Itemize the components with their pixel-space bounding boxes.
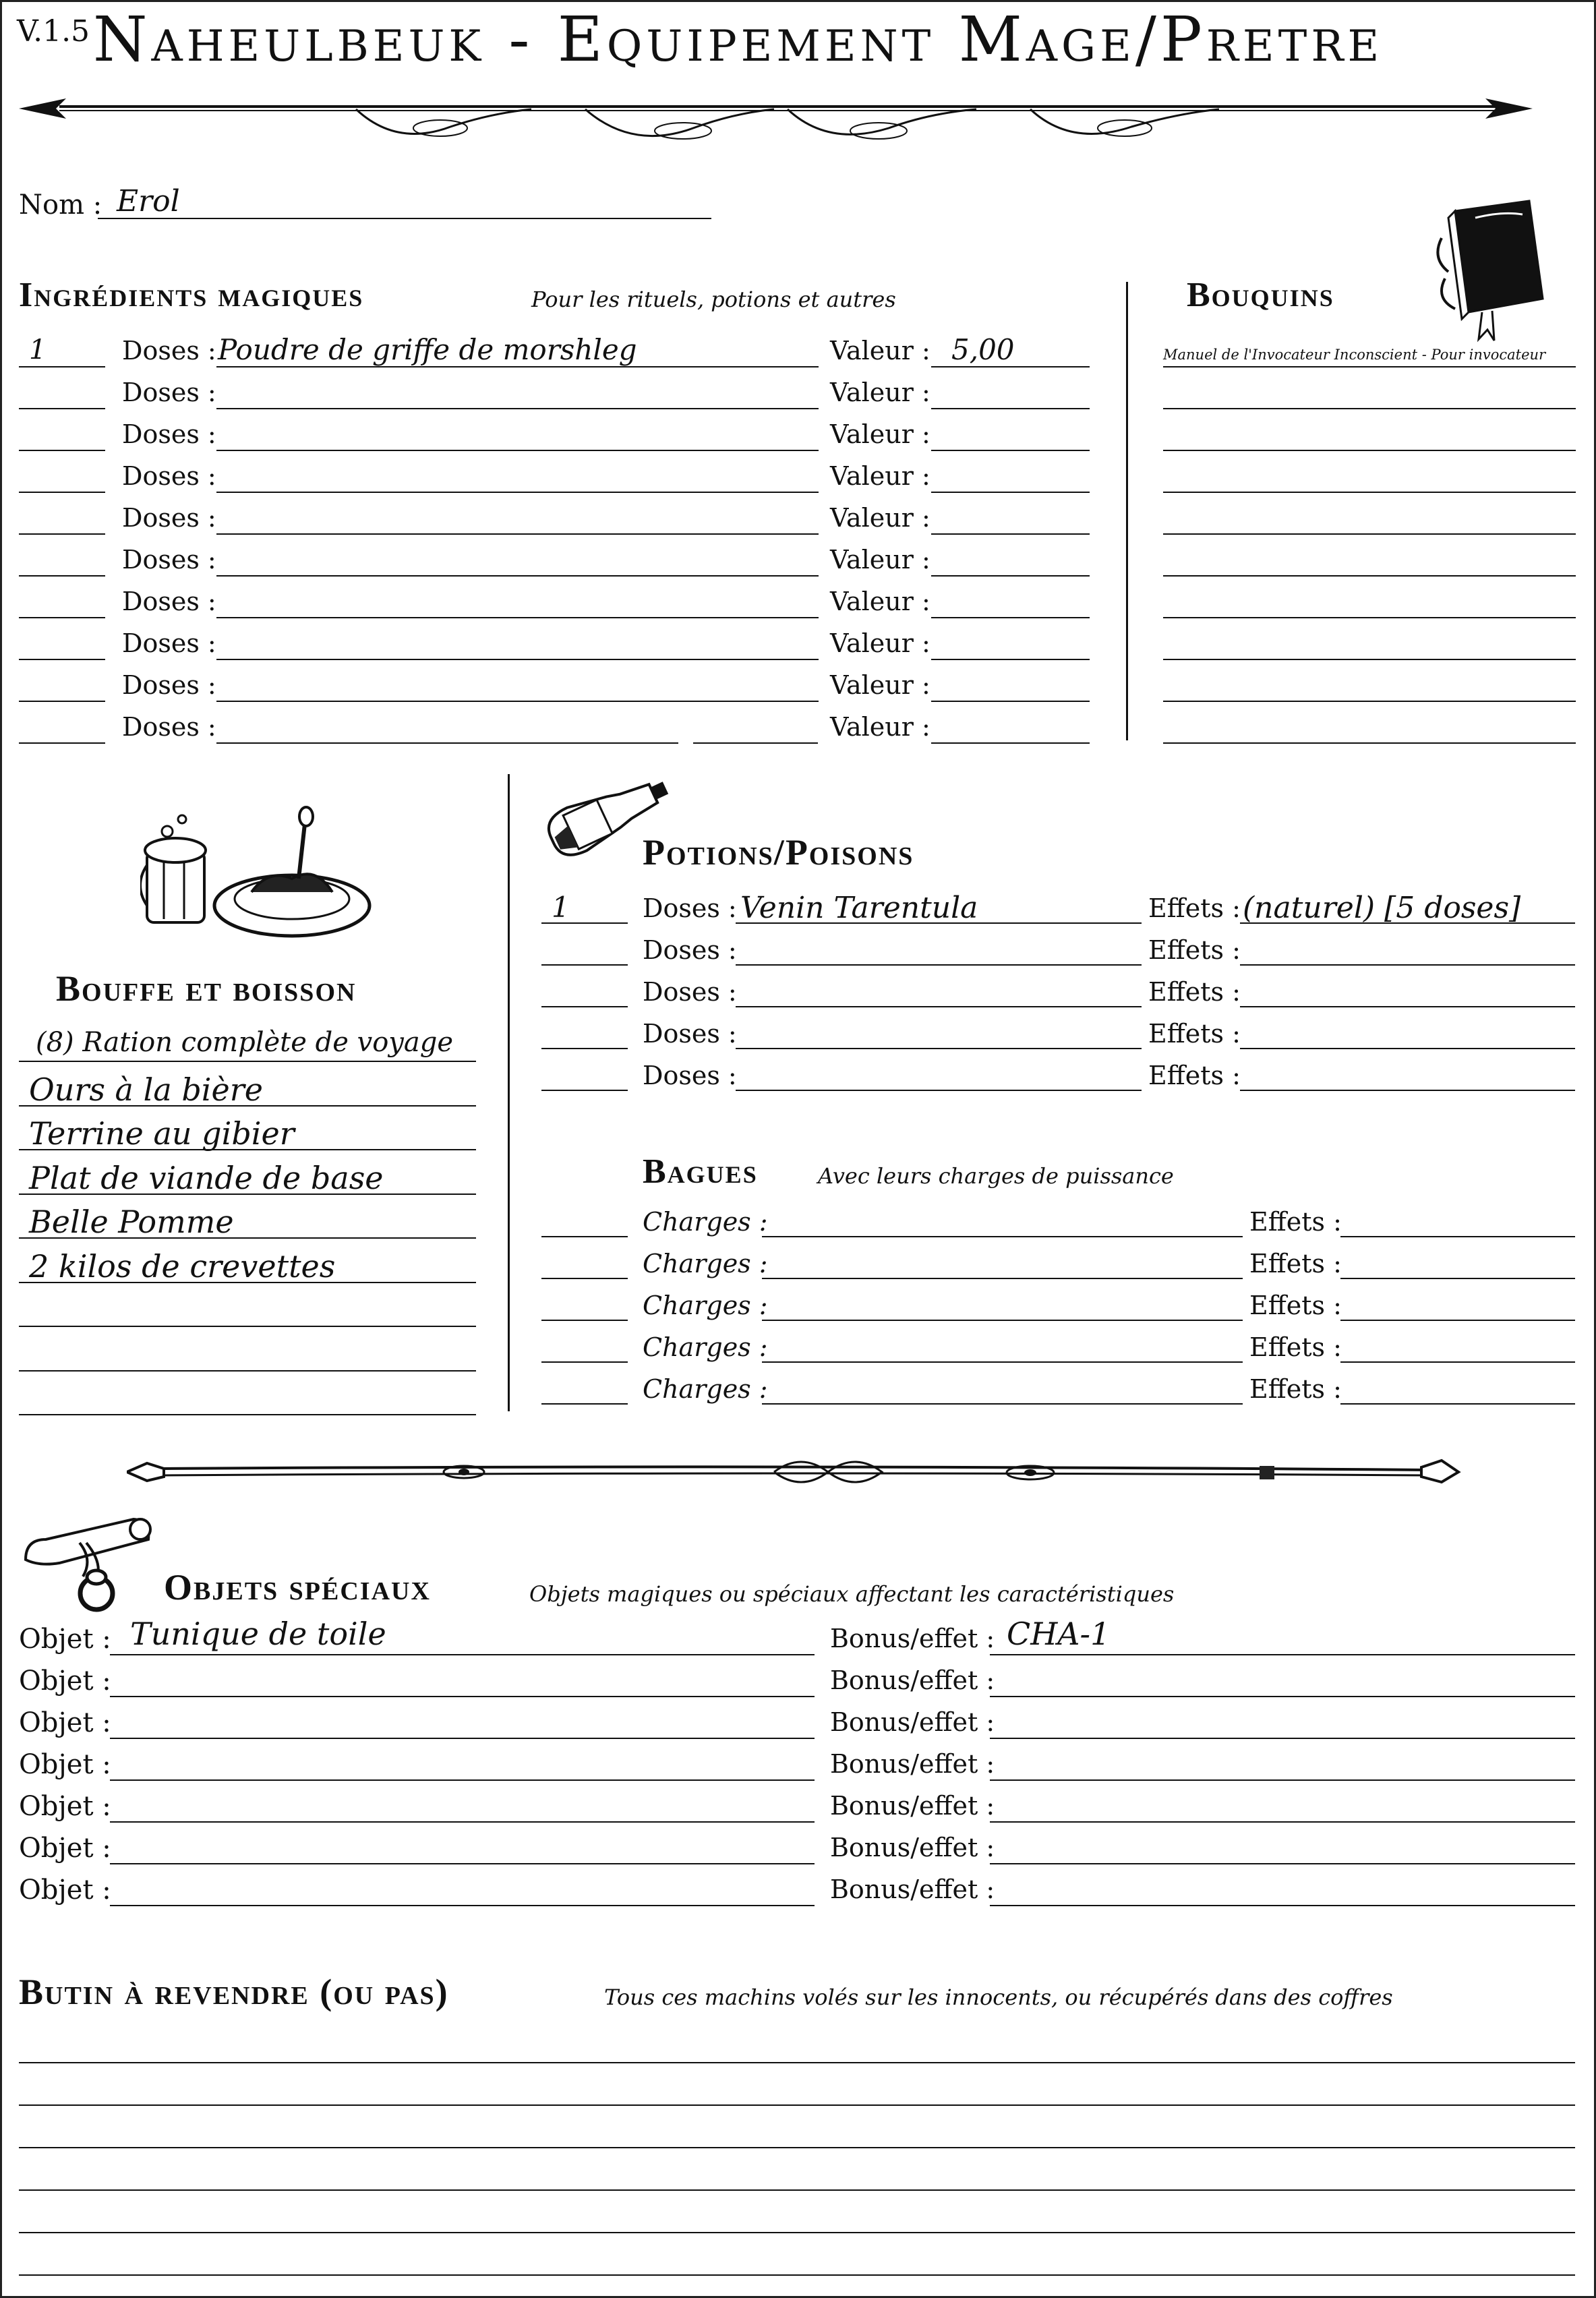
bouquin-line xyxy=(1163,701,1576,702)
ring-charges-line xyxy=(762,1236,1243,1237)
ring-charges-line xyxy=(762,1361,1243,1363)
potion-name-line xyxy=(736,964,1142,966)
ingredient-value-label: Valeur : xyxy=(830,587,930,616)
potion-doses-label: Doses : xyxy=(643,1019,737,1049)
ring-qty-line xyxy=(541,1320,628,1321)
ring-effects-label: Effets : xyxy=(1249,1374,1342,1404)
ingredient-value-label: Valeur : xyxy=(830,378,930,407)
object-label: Objet : xyxy=(19,1624,111,1655)
bonus-line xyxy=(990,1905,1575,1906)
ingredient-qty-line xyxy=(19,659,105,660)
bouffe-field[interactable]: 2 kilos de crevettes xyxy=(29,1248,336,1285)
ingredient-value-line xyxy=(931,575,1090,577)
potion-effects-label: Effets : xyxy=(1148,893,1241,923)
butin-line xyxy=(19,2189,1575,2191)
ingredient-qty-line xyxy=(19,701,105,702)
ring-effect-line xyxy=(1340,1320,1575,1321)
ring-icon xyxy=(73,1566,120,1614)
ingredient-doses-label: Doses : xyxy=(122,503,216,533)
ingredient-value-field[interactable]: 5,00 xyxy=(951,333,1015,366)
ingredient-qty-line xyxy=(19,450,105,451)
potion-effect-line xyxy=(1240,964,1575,966)
ingredient-name-field[interactable]: Poudre de griffe de morshleg xyxy=(218,333,637,366)
ring-qty-line xyxy=(541,1403,628,1405)
ingredient-doses-label: Doses : xyxy=(122,545,216,574)
potion-doses-label: Doses : xyxy=(643,893,737,923)
object-label: Objet : xyxy=(19,1749,111,1780)
potion-name-line xyxy=(736,1090,1142,1091)
ingredient-value-line xyxy=(931,533,1090,535)
objets-title: Objets spéciaux xyxy=(164,1567,431,1608)
ingredient-name-line-2 xyxy=(693,742,818,744)
ring-effects-label: Effets : xyxy=(1249,1332,1342,1362)
ingredient-doses-label: Doses : xyxy=(122,628,216,658)
column-divider xyxy=(1126,282,1128,740)
bouffe-title: Bouffe et boisson xyxy=(56,968,357,1009)
bonus-label: Bonus/effet : xyxy=(830,1707,995,1737)
ingredient-qty-line xyxy=(19,366,105,367)
nom-field-line xyxy=(98,218,711,219)
bouquin-line xyxy=(1163,492,1576,493)
potion-name-field[interactable]: Venin Tarentula xyxy=(740,891,978,925)
ring-charges-line xyxy=(762,1403,1243,1405)
bonus-label: Bonus/effet : xyxy=(830,1791,995,1821)
ingredient-value-line xyxy=(931,492,1090,493)
potion-effect-line xyxy=(1240,1006,1575,1007)
ingredient-value-label: Valeur : xyxy=(830,712,930,742)
bonus-line xyxy=(990,1696,1575,1697)
bouquin-line xyxy=(1163,659,1576,660)
ingredient-value-line xyxy=(931,742,1090,744)
potion-effect-field[interactable]: (naturel) [5 doses] xyxy=(1243,891,1521,925)
ingredient-doses-label: Doses : xyxy=(122,587,216,616)
ingredient-value-label: Valeur : xyxy=(830,461,930,491)
ring-charges-label: Charges : xyxy=(643,1249,768,1278)
ring-charges-line xyxy=(762,1320,1243,1321)
ingredient-qty-line xyxy=(19,742,105,744)
bouquin-line xyxy=(1163,742,1576,744)
bonus-label: Bonus/effet : xyxy=(830,1749,995,1779)
bonus-label: Bonus/effet : xyxy=(830,1875,995,1904)
potion-qty-line xyxy=(541,1048,628,1049)
ingredient-qty-line xyxy=(19,492,105,493)
bouffe-field[interactable]: Ours à la bière xyxy=(29,1071,263,1108)
ring-effect-line xyxy=(1340,1278,1575,1279)
ingredients-subtitle: Pour les rituels, potions et autres xyxy=(531,287,896,312)
bouquin-line xyxy=(1163,575,1576,577)
ingredient-value-line xyxy=(931,450,1090,451)
page-title: Naheulbeuk - Equipement Mage/Pretre xyxy=(93,3,1384,76)
potion-doses-label: Doses : xyxy=(643,935,737,965)
bagues-subtitle: Avec leurs charges de puissance xyxy=(818,1163,1174,1189)
potion-doses-label: Doses : xyxy=(643,977,737,1007)
ring-effects-label: Effets : xyxy=(1249,1291,1342,1320)
food-plate-icon xyxy=(140,804,373,946)
potion-qty-line xyxy=(541,964,628,966)
ring-effect-line xyxy=(1340,1403,1575,1405)
ingredient-qty-line xyxy=(19,408,105,409)
ring-qty-line xyxy=(541,1278,628,1279)
object-label: Objet : xyxy=(19,1666,111,1697)
ingredient-value-line xyxy=(931,659,1090,660)
bonus-line xyxy=(990,1863,1575,1864)
ingredient-name-line xyxy=(216,366,819,367)
ingredient-value-label: Valeur : xyxy=(830,419,930,449)
ring-effect-line xyxy=(1340,1236,1575,1237)
ingredient-name-line xyxy=(216,701,819,702)
ring-charges-label: Charges : xyxy=(643,1332,768,1362)
ingredient-value-label: Valeur : xyxy=(830,336,930,365)
bonus-line xyxy=(990,1779,1575,1781)
staff-ornament-icon xyxy=(127,1448,1462,1496)
ingredient-name-line xyxy=(216,742,678,744)
potion-effects-label: Effets : xyxy=(1148,935,1241,965)
ingredients-title: Ingrédients magiques xyxy=(19,276,364,314)
bouquin-line xyxy=(1163,366,1576,367)
ingredient-name-line xyxy=(216,408,819,409)
ingredient-name-line xyxy=(216,533,819,535)
object-line xyxy=(110,1821,815,1823)
ring-charges-line xyxy=(762,1278,1243,1279)
bouffe-field[interactable]: Terrine au gibier xyxy=(29,1115,295,1152)
objets-subtitle: Objets magiques ou spéciaux affectant les caractéristiques xyxy=(529,1581,1175,1607)
ingredient-value-line xyxy=(931,701,1090,702)
bouffe-line xyxy=(19,1326,476,1327)
potion-name-line xyxy=(736,1048,1142,1049)
ingredient-qty-field[interactable]: 1 xyxy=(29,334,47,365)
ingredient-doses-label: Doses : xyxy=(122,712,216,742)
butin-line xyxy=(19,2104,1575,2106)
object-label: Objet : xyxy=(19,1707,111,1738)
bouquin-line xyxy=(1163,617,1576,618)
butin-line xyxy=(19,2274,1575,2276)
ingredient-value-line xyxy=(931,366,1090,367)
ring-charges-label: Charges : xyxy=(643,1374,768,1404)
bouffe-field[interactable]: Belle Pomme xyxy=(29,1204,234,1240)
butin-subtitle: Tous ces machins volés sur les innocents, ou récupérés dans des coffres xyxy=(604,1984,1393,2010)
object-line xyxy=(110,1738,815,1739)
butin-line xyxy=(19,2147,1575,2148)
bouquin-line xyxy=(1163,533,1576,535)
object-field[interactable]: Tunique de toile xyxy=(130,1616,386,1652)
potion-qty-field[interactable]: 1 xyxy=(552,891,570,924)
potion-qty-line xyxy=(541,1090,628,1091)
ingredient-value-line xyxy=(931,617,1090,618)
ring-charges-label: Charges : xyxy=(643,1207,768,1237)
object-line xyxy=(110,1779,815,1781)
ingredient-value-label: Valeur : xyxy=(830,670,930,700)
object-line xyxy=(110,1905,815,1906)
ingredient-doses-label: Doses : xyxy=(122,336,216,365)
potion-effects-label: Effets : xyxy=(1148,977,1241,1007)
potion-effects-label: Effets : xyxy=(1148,1019,1241,1049)
bagues-title: Bagues xyxy=(643,1152,758,1191)
object-label: Objet : xyxy=(19,1833,111,1864)
ingredient-qty-line xyxy=(19,575,105,577)
bouffe-line xyxy=(19,1370,476,1372)
ingredient-name-line xyxy=(216,492,819,493)
ingredient-doses-label: Doses : xyxy=(122,419,216,449)
butin-line xyxy=(19,2232,1575,2233)
ring-qty-line xyxy=(541,1236,628,1237)
potion-effect-line xyxy=(1240,1090,1575,1091)
potion-name-line xyxy=(736,1006,1142,1007)
spear-ornament-icon xyxy=(19,86,1533,154)
bonus-line xyxy=(990,1654,1575,1655)
ring-charges-label: Charges : xyxy=(643,1291,768,1320)
ingredient-name-line xyxy=(216,659,819,660)
potion-qty-line xyxy=(541,1006,628,1007)
ring-effects-label: Effets : xyxy=(1249,1249,1342,1278)
ring-effect-line xyxy=(1340,1361,1575,1363)
bouquins-title: Bouquins xyxy=(1187,276,1334,314)
bouquin-field[interactable]: Manuel de l'Invocateur Inconscient - Pour invocateur xyxy=(1163,347,1546,363)
butin-line xyxy=(19,2062,1575,2063)
book-icon xyxy=(1435,198,1549,346)
ingredient-name-line xyxy=(216,575,819,577)
potion-effect-line xyxy=(1240,1048,1575,1049)
ring-effects-label: Effets : xyxy=(1249,1207,1342,1237)
potions-title: Potions/Poisons xyxy=(643,832,914,873)
ingredient-name-line xyxy=(216,450,819,451)
object-line xyxy=(110,1696,815,1697)
bonus-label: Bonus/effet : xyxy=(830,1624,995,1653)
ingredient-doses-label: Doses : xyxy=(122,378,216,407)
version-label: V.1.5 xyxy=(17,14,90,49)
object-line xyxy=(110,1654,815,1655)
ring-qty-line xyxy=(541,1361,628,1363)
ingredient-value-label: Valeur : xyxy=(830,503,930,533)
object-label: Objet : xyxy=(19,1875,111,1906)
bouquin-line xyxy=(1163,450,1576,451)
object-line xyxy=(110,1863,815,1864)
nom-field[interactable]: Erol xyxy=(117,184,180,218)
bouffe-line xyxy=(19,1414,476,1415)
bonus-line xyxy=(990,1821,1575,1823)
potion-effects-label: Effets : xyxy=(1148,1061,1241,1090)
bouffe-field[interactable]: Plat de viande de base xyxy=(29,1160,384,1196)
ingredient-doses-label: Doses : xyxy=(122,461,216,491)
ingredient-name-line xyxy=(216,617,819,618)
ingredient-value-line xyxy=(931,408,1090,409)
nom-label: Nom : xyxy=(19,189,102,220)
bonus-line xyxy=(990,1738,1575,1739)
bonus-label: Bonus/effet : xyxy=(830,1666,995,1695)
bouquin-line xyxy=(1163,408,1576,409)
bonus-label: Bonus/effet : xyxy=(830,1833,995,1862)
bonus-field[interactable]: CHA-1 xyxy=(1007,1616,1111,1652)
bouffe-line xyxy=(19,1061,476,1062)
butin-title: Butin à revendre (ou pas) xyxy=(19,1972,449,2012)
object-label: Objet : xyxy=(19,1791,111,1822)
potion-doses-label: Doses : xyxy=(643,1061,737,1090)
bouffe-field[interactable]: (8) Ration complète de voyage xyxy=(36,1027,454,1058)
ingredient-value-label: Valeur : xyxy=(830,628,930,658)
ingredient-qty-line xyxy=(19,533,105,535)
ingredient-doses-label: Doses : xyxy=(122,670,216,700)
ingredient-qty-line xyxy=(19,617,105,618)
column-divider-2 xyxy=(508,774,510,1411)
ingredient-value-label: Valeur : xyxy=(830,545,930,574)
